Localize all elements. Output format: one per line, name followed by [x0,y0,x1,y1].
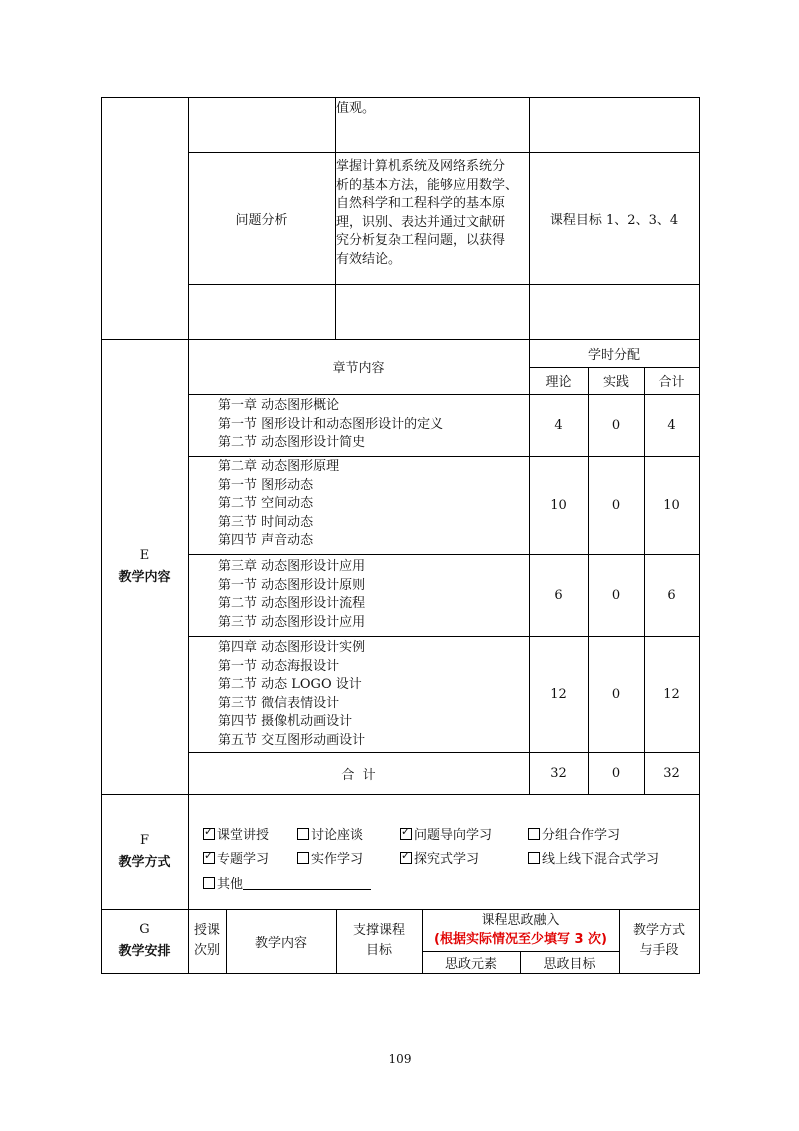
checkbox-empty-icon[interactable] [297,828,309,840]
row2-course-target: 课程目标 1、2、3、4 [549,213,679,228]
theory-header: 理论 [545,375,572,390]
checkbox-checked-icon[interactable] [203,828,215,840]
option-label: 分组合作学习 [542,828,621,843]
chapter-header: 章节内容 [332,361,385,376]
chapter-2-content: 第二章 动态图形原理 第一节 图形动态 第二节 空间动态 第三节 时间动态 第四节 声音动态 [218,459,340,548]
section-f-title: 教学方式 [118,854,171,870]
col-content: 教学内容 [254,935,307,951]
col-method: 教学方式 与手段 [632,923,685,958]
page-number: 109 [388,1052,412,1066]
option-label: 专题学习 [217,852,270,867]
checkbox-empty-icon[interactable] [528,828,540,840]
checkbox-empty-icon[interactable] [297,852,309,864]
other-fill-line[interactable] [243,876,371,890]
section-e-code: E [139,547,150,563]
option-label: 问题导向学习 [414,828,493,843]
col-session: 授课 次别 [193,923,220,958]
option-practical[interactable] [297,848,363,867]
option-group-work[interactable] [528,824,620,843]
option-inquiry[interactable] [400,848,479,867]
option-lecture[interactable] [203,824,269,843]
option-label: 探究式学习 [414,852,480,867]
col-ideology-goals: 思政目标 [543,956,596,972]
chapter-4-total: 12 [663,686,680,702]
row2-description: 掌握计算机系统及网络系统分 析的基本方法，能够应用数学、 自然科学和工程科学的基本原 理，识别、表达并通过文献研 究分析复杂工程问题，以获得 有效结论。 [336,159,519,267]
chapter-2-total: 10 [663,497,680,513]
hours-header: 学时分配 [587,347,640,363]
section-f-label [101,794,188,909]
row1-text: 值观。 [336,101,376,116]
option-label: 讨论座谈 [311,828,364,843]
col-ideology: 课程思政融入 (根据实际情况至少填写 3 次) [434,913,607,947]
chapter-4-theory: 12 [550,686,567,702]
chapter-2-theory: 10 [550,497,567,513]
option-label: 线上线下混合式学习 [542,852,660,867]
practice-header: 实践 [602,375,629,390]
chapter-4-practice: 0 [611,686,621,702]
section-e-title: 教学内容 [118,569,171,585]
sum-theory: 32 [550,765,567,781]
option-topic-study[interactable] [203,848,269,867]
sum-total: 32 [663,765,680,781]
chapter-1-content: 第一章 动态图形概论 第一节 图形设计和动态图形设计的定义 第二节 动态图形设计简史 [218,398,444,450]
checkbox-empty-icon[interactable] [528,852,540,864]
sum-practice: 0 [611,765,621,781]
option-label: 实作学习 [311,852,364,867]
col-ideology-elements: 思政元素 [444,956,497,972]
option-other[interactable] [203,873,371,892]
section-g-label [101,909,188,973]
option-problem-based[interactable] [400,824,492,843]
chapter-2-practice: 0 [611,497,621,513]
option-label: 其他 [217,877,244,892]
chapter-3-total: 6 [667,587,676,603]
option-blended[interactable] [528,848,659,867]
chapter-3-content: 第三章 动态图形设计应用 第一节 动态图形设计原则 第二节 动态图形设计流程 第三节 动态图形设计应用 [218,559,366,630]
total-header: 合计 [658,375,685,390]
col-support-target: 支撑课程 目标 [352,923,405,958]
chapter-3-practice: 0 [611,587,621,603]
chapter-1-practice: 0 [611,417,621,433]
section-g-title: 教学安排 [118,944,171,959]
checkbox-checked-icon[interactable] [400,852,412,864]
checkbox-empty-icon[interactable] [203,877,215,889]
option-discussion[interactable] [297,824,363,843]
chapter-3-theory: 6 [554,587,563,603]
section-f-code: F [139,832,150,848]
chapter-4-content: 第四章 动态图形设计实例 第一节 动态海报设计 第二节 动态 LOGO 设计 第三节 微信表情设计 第四节 摄像机动画设计 第五节 交互图形动画设计 [218,640,366,748]
row2-label: 问题分析 [235,213,288,228]
chapter-1-theory: 4 [554,417,563,433]
col-ideology-note: (根据实际情况至少填写 3 次) [434,932,607,947]
section-e-label [101,339,188,794]
checkbox-checked-icon[interactable] [400,828,412,840]
chapter-1-total: 4 [667,417,676,433]
sum-label: 合 计 [341,767,376,783]
section-g-code: G [139,922,150,937]
checkbox-checked-icon[interactable] [203,852,215,864]
option-label: 课堂讲授 [217,828,270,843]
